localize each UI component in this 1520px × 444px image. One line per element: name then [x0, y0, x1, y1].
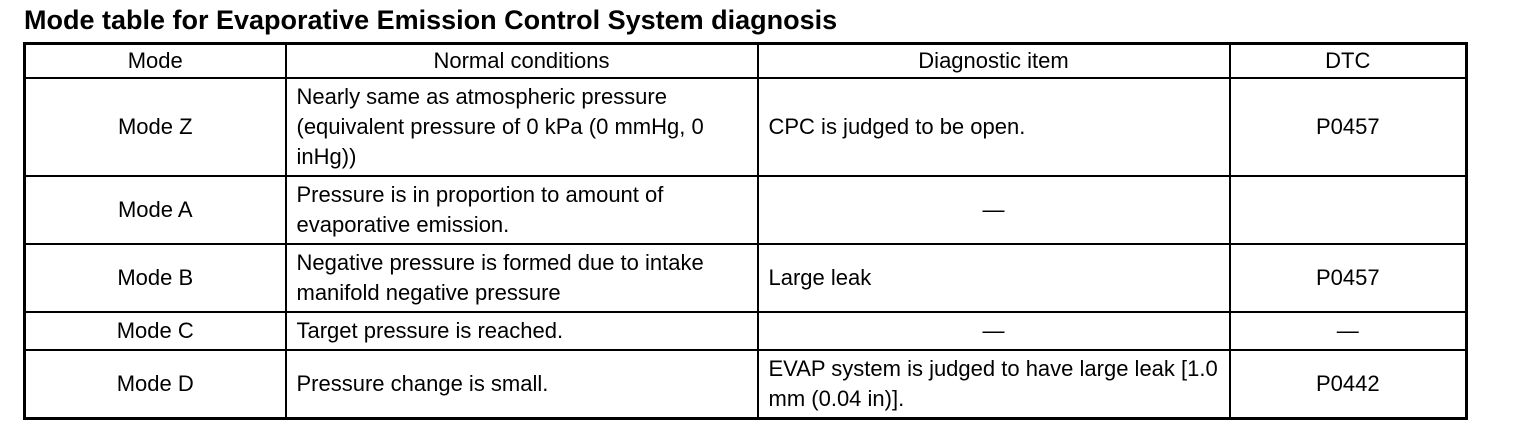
cell-diagnostic-item: EVAP system is judged to have large leak [1.0 mm (0.04 in)].	[758, 350, 1230, 419]
page-title: Mode table for Evaporative Emission Control System diagnosis	[24, 5, 838, 35]
cell-normal-conditions: Negative pressure is formed due to intake manifold negative pressure	[286, 244, 758, 312]
mode-table	[23, 42, 1468, 420]
table-row	[25, 350, 1467, 419]
cell-mode: Mode Z	[25, 78, 286, 176]
cell-diagnostic-item: —	[758, 176, 1230, 244]
cell-dtc: —	[1230, 312, 1467, 350]
cell-mode: Mode C	[25, 312, 286, 350]
cell-dtc: P0457	[1230, 78, 1467, 176]
cell-dtc	[1230, 176, 1467, 244]
header-normal-conditions: Normal conditions	[286, 44, 758, 79]
cell-mode: Mode B	[25, 244, 286, 312]
table-header-row	[25, 44, 1467, 79]
cell-dtc: P0442	[1230, 350, 1467, 419]
cell-diagnostic-item: CPC is judged to be open.	[758, 78, 1230, 176]
cell-mode: Mode D	[25, 350, 286, 419]
header-mode: Mode	[25, 44, 286, 79]
table-row	[25, 176, 1467, 244]
header-diagnostic-item: Diagnostic item	[758, 44, 1230, 79]
cell-diagnostic-item: —	[758, 312, 1230, 350]
cell-normal-conditions: Target pressure is reached.	[286, 312, 758, 350]
cell-normal-conditions: Nearly same as atmospheric pressure (equivalent pressure of 0 kPa (0 mmHg, 0 inHg))	[286, 78, 758, 176]
table-row	[25, 312, 1467, 350]
cell-diagnostic-item: Large leak	[758, 244, 1230, 312]
cell-dtc: P0457	[1230, 244, 1467, 312]
cell-mode: Mode A	[25, 176, 286, 244]
cell-normal-conditions: Pressure is in proportion to amount of evaporative emission.	[286, 176, 758, 244]
header-dtc: DTC	[1230, 44, 1467, 79]
table-row	[25, 78, 1467, 176]
table-row	[25, 244, 1467, 312]
cell-normal-conditions: Pressure change is small.	[286, 350, 758, 419]
